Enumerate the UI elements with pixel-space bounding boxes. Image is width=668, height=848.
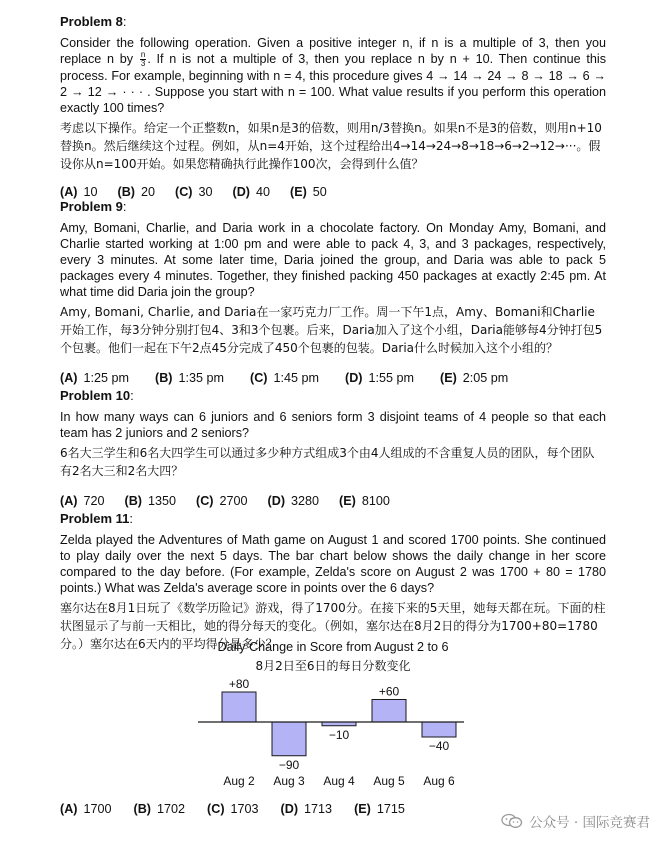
wechat-icon bbox=[501, 813, 523, 829]
choice-b: (B) 1702 bbox=[133, 802, 186, 816]
choice-e: (E) 8100 bbox=[339, 494, 390, 508]
problem-text-en: Zelda played the Adventures of Math game on August 1 and scored 1700 points. She continued to play daily over the next 5 days. The bar chart below shows the daily change in her score compared to the day before. (For example, Zelda's score on August 2 was 1700 + 80 = 1780 points.) What was Zelda's average score in points over the 6 days? bbox=[60, 533, 606, 595]
problem-title: Problem 9: bbox=[60, 199, 127, 214]
problem-text-zh: 6名大三学生和6名大四学生可以通过多少种方式组成3个由4人组成的不含重复人员的团队，每个团队有2名大三和2名大四？ bbox=[60, 446, 595, 478]
problem-9 bbox=[60, 199, 606, 385]
problem-text-zh: 塞尔达在8月1日玩了《数学历险记》游戏，得了1700分。在接下来的5天里，她每天都在玩。下面的柱状图显示了与前一天相比，她的得分每天的变化。（例如，塞尔达在8月2日的得分为1700+80=1780分。）塞尔达在6天内的平均得分是多少？ bbox=[60, 601, 606, 651]
choice-a: (A) 720 bbox=[60, 494, 105, 508]
choice-b: (B) 1:35 pm bbox=[155, 371, 224, 385]
choice-d: (D) 1:55 pm bbox=[345, 371, 414, 385]
chart-title: Daily Change in Score from August 2 to 6 bbox=[217, 640, 449, 654]
bar-aug-5 bbox=[372, 700, 406, 723]
problem-10 bbox=[60, 388, 606, 508]
choice-d: (D) 3280 bbox=[267, 494, 320, 508]
choice-d: (D) 1713 bbox=[280, 802, 333, 816]
problem-title: Problem 10: bbox=[60, 388, 134, 403]
choice-a: (A) 10 bbox=[60, 185, 98, 200]
problem-text-zh: Amy, Bomani, Charlie, and Daria在一家巧克力厂工作。周一下午1点，Amy、Bomani和Charlie开始工作，每3分钟分别打包4、3和3个包裹。后来，Daria加入了这个小组，Daria能够每4分钟打包5个包裹。他们一起在下午2点45分完成了450个包裹的包装。Daria什么时候加入这个小组的？ bbox=[60, 305, 603, 355]
category-label: Aug 5 bbox=[373, 774, 405, 788]
category-label: Aug 3 bbox=[273, 774, 305, 788]
problem-8 bbox=[60, 14, 606, 199]
problem-text-en: Amy, Bomani, Charlie, and Daria work in a chocolate factory. On Monday Amy, Bomani, and Charlie started working at 1:00 pm and were able to pack 4, 3, and 3 packages, respectively, every 3 minutes. At some later time, Daria joined the group, and Daria was able to pack 5 packages every 4 minutes. Together, they finished packing 450 packages at exactly 2:45 pm. At what time did Daria join the group? bbox=[60, 221, 606, 299]
problem-text-zh: 考虑以下操作。给定一个正整数n，如果n是3的倍数，则用n/3替换n。如果n不是3的倍数，则用n+10替换n。然后继续这个过程。例如，从n=4开始，这个过程给出4→14→24→8→18→6→2→12→···。假设你从n=100开始。如果您精确执行此操作100次，会得到什么值？ bbox=[60, 121, 602, 172]
choice-c: (C) 30 bbox=[175, 185, 213, 200]
bar-aug-2 bbox=[222, 692, 256, 722]
watermark bbox=[501, 811, 650, 831]
data-label: −90 bbox=[278, 757, 300, 772]
choice-d: (D) 40 bbox=[232, 185, 270, 200]
bar-aug-6 bbox=[422, 722, 456, 737]
problem-title: Problem 11: bbox=[60, 511, 133, 526]
problem-text-en: Consider the following operation. Given a positive integer n, if n is a multiple of 3, then you replace n by $\frac{n}{3}$ . If n is not a multiple of 3, then you replace n by n + 10. Then continue this process. For example, beginning with n = 4, this procedure gives 4 → 14 → 24 → 8 → 18 → 6 → 2 → 12 → · · · . Suppose you start with n = 100. What value results if you perform this operation exactly 100 times? bbox=[60, 36, 607, 116]
data-label: +80 bbox=[228, 677, 250, 691]
bar-chart bbox=[60, 640, 606, 790]
category-label: Aug 2 bbox=[223, 774, 255, 788]
data-label: −10 bbox=[328, 727, 350, 742]
fraction-n-over-3: $\frac{n}{3}$ bbox=[140, 50, 146, 69]
choice-a: (A) 1:25 pm bbox=[60, 371, 129, 385]
choice-a: (A) 1700 bbox=[60, 802, 112, 816]
choice-e: (E) 1715 bbox=[354, 802, 405, 816]
category-label: Aug 4 bbox=[323, 774, 355, 788]
data-label: −40 bbox=[428, 739, 450, 753]
answer-choices bbox=[60, 371, 606, 385]
choice-c: (C) 2700 bbox=[196, 494, 248, 508]
data-label: +60 bbox=[378, 684, 400, 699]
choice-c: (C) 1703 bbox=[207, 802, 259, 816]
bar-aug-3 bbox=[272, 722, 306, 756]
choice-b: (B) 1350 bbox=[124, 494, 177, 508]
answer-choices bbox=[60, 185, 606, 199]
problem-title: Problem 8: bbox=[60, 14, 127, 29]
problem-text-en: In how many ways can 6 juniors and 6 seniors form 3 disjoint teams of 4 people so that each team has 2 juniors and 2 seniors? bbox=[60, 410, 606, 440]
answer-choices bbox=[60, 494, 606, 508]
category-label: Aug 6 bbox=[423, 774, 455, 788]
choice-e: (E) 2:05 pm bbox=[440, 371, 509, 385]
chart-subtitle: 8月2日至6日的每日分数变化 bbox=[255, 659, 411, 673]
watermark-text: 公众号 · 国际竞赛君 bbox=[529, 815, 650, 831]
choice-e: (E) 50 bbox=[290, 185, 327, 200]
choice-c: (C) 1:45 pm bbox=[250, 371, 319, 385]
problem-11 bbox=[60, 511, 606, 653]
chart-plot bbox=[60, 640, 606, 790]
choice-b: (B) 20 bbox=[117, 185, 155, 200]
